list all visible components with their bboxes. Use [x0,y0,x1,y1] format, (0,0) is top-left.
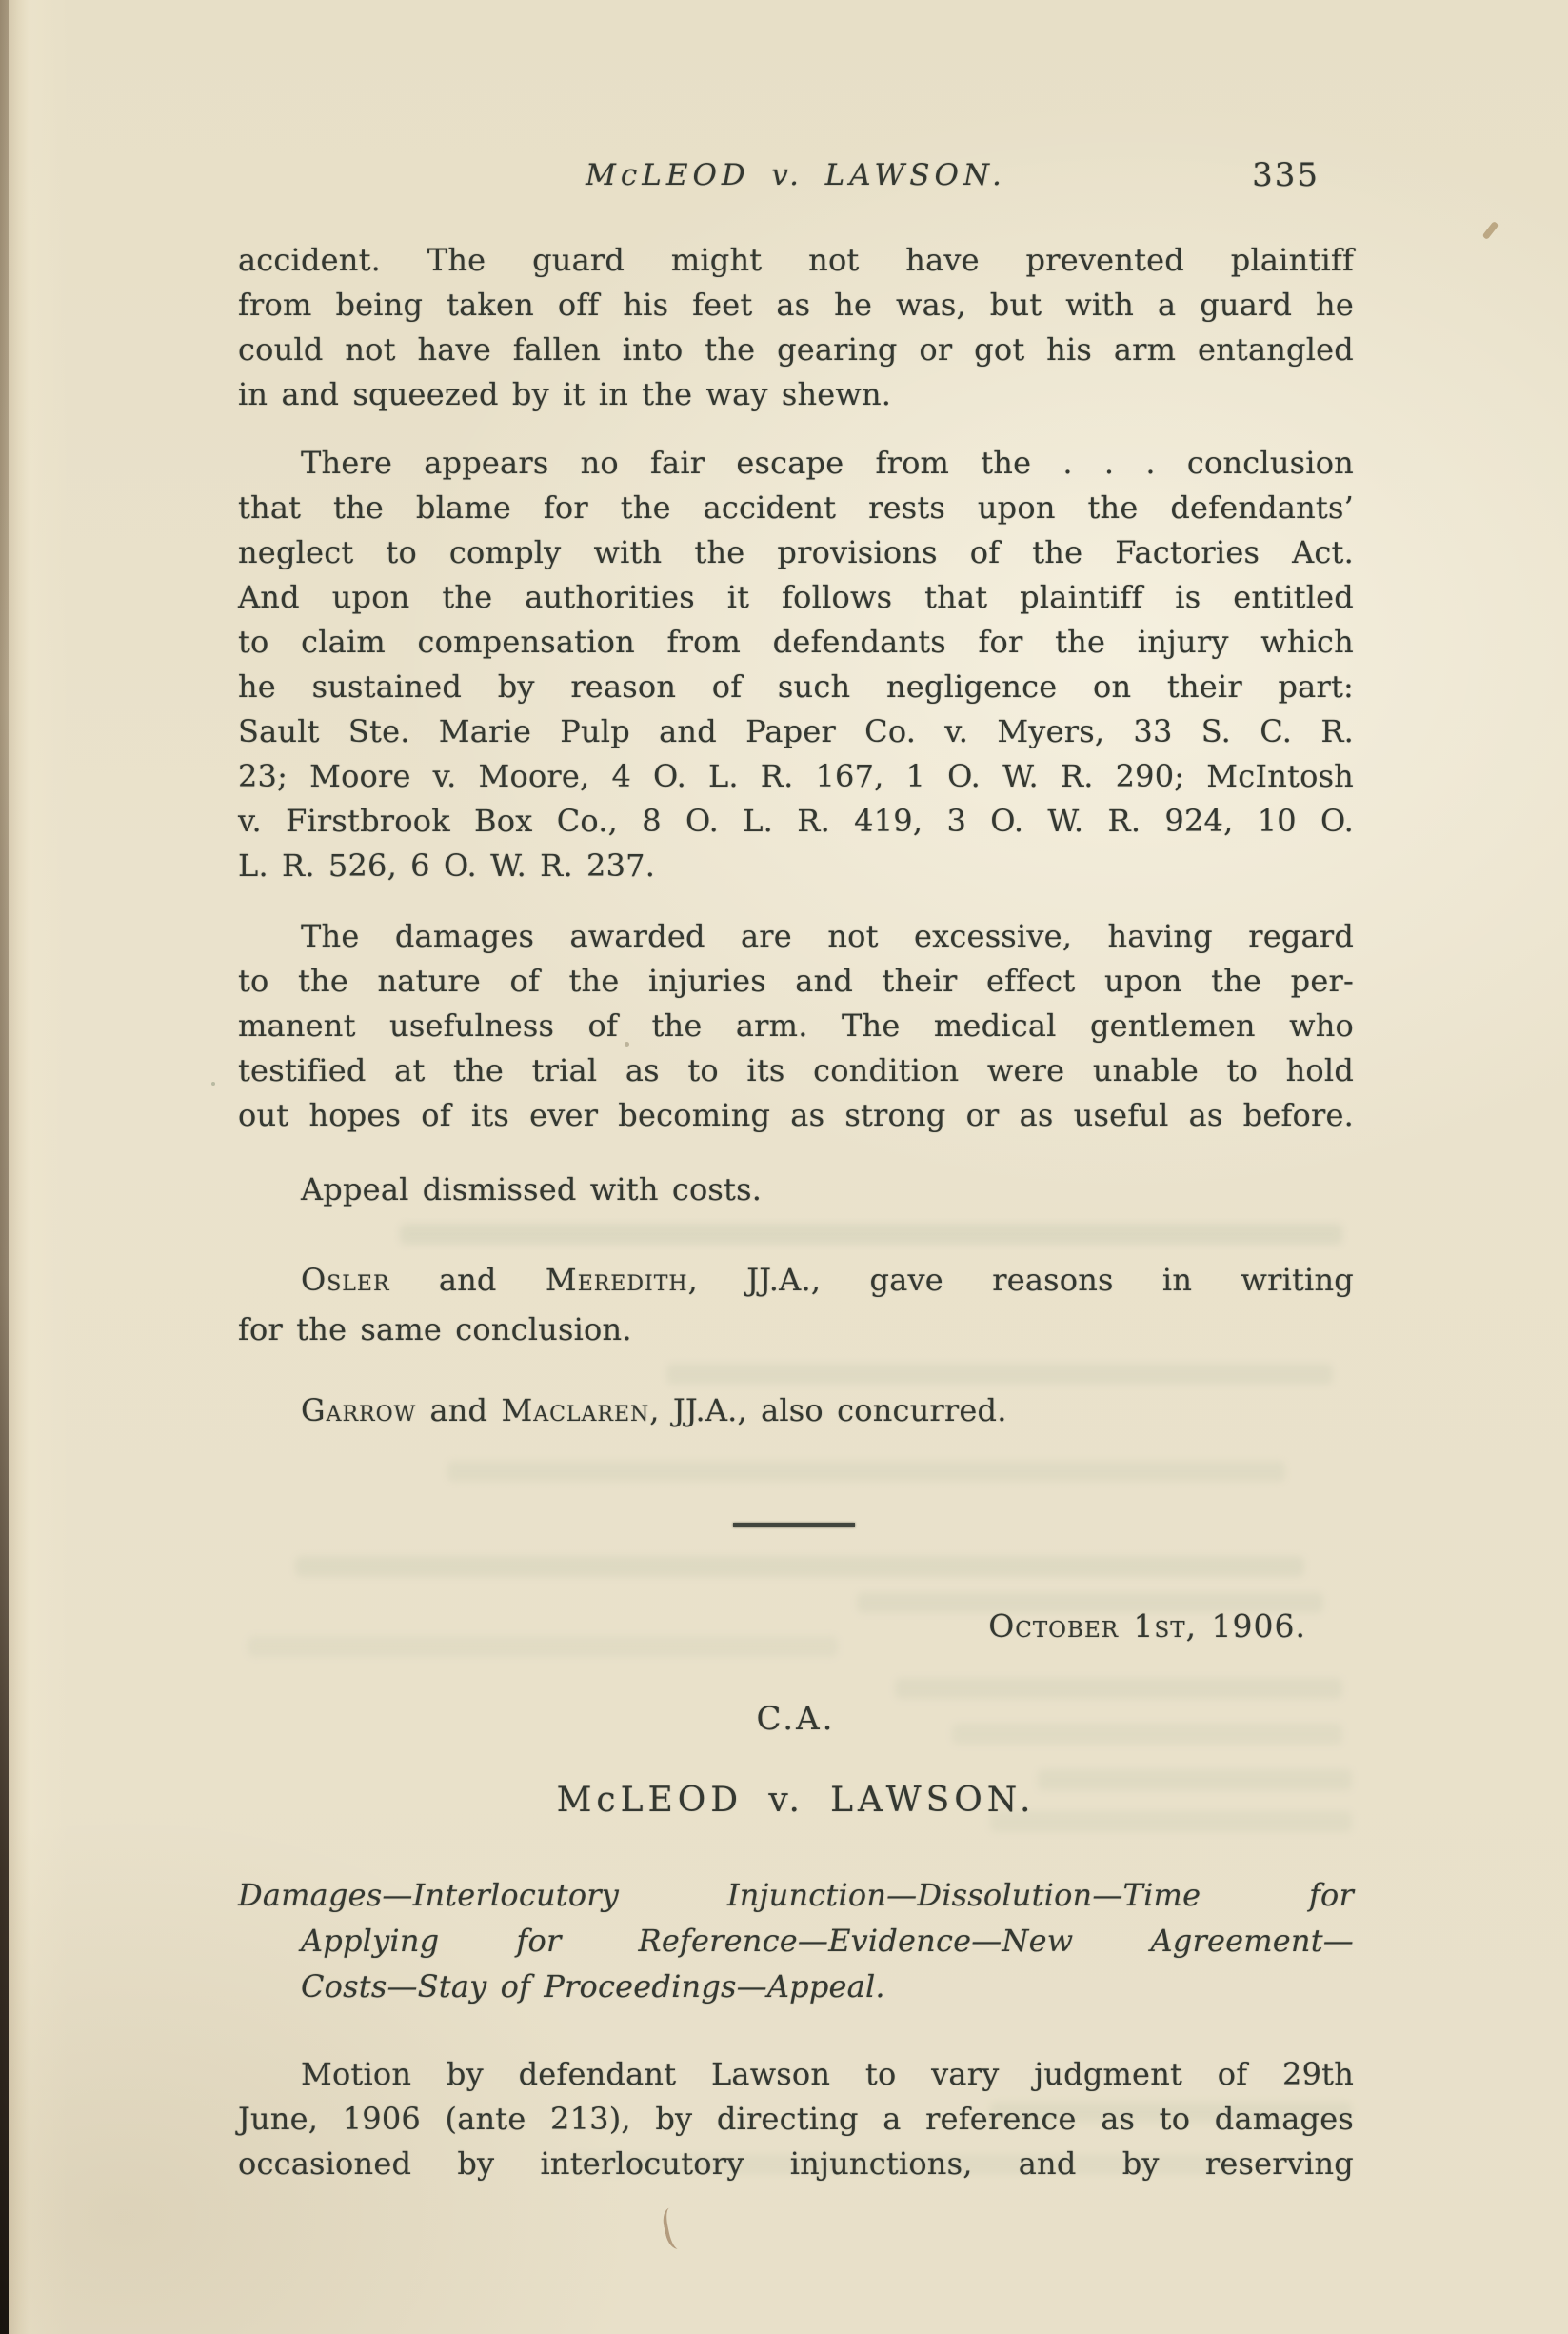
text-line: June, 1906 (ante 213), by directing a reference as to damages [238,2101,1354,2137]
paper-fleck [1482,221,1499,240]
text-line: could not have fallen into the gearing or got his arm entangled [238,331,1354,368]
text-line: The damages awarded are not excessive, having regard [301,918,1354,954]
court-label: C.A. [756,1700,836,1738]
text-line: Damages—Interlocutory Injunction—Dissolution—Time for [238,1877,1354,1913]
text-span: and [389,1262,546,1298]
running-header: McLEOD v. LAWSON. [586,158,1006,192]
page-number: 335 [1252,156,1320,194]
section-divider [733,1523,855,1527]
body-paragraph [238,441,1354,888]
text-line: Appeal dismissed with costs. [301,1171,763,1207]
bleedthrough-mark [295,1556,1304,1577]
body-paragraph [238,914,1354,1138]
text-line: neglect to comply with the provisions of the Factories Act. [238,534,1354,570]
text-line [238,1255,1354,1305]
text-line: manent usefulness of the arm. The medical gentlemen who [238,1007,1354,1044]
text-line [238,1388,1354,1433]
bleedthrough-mark [666,1364,1333,1385]
text-line: L. R. 526, 6 O. W. R. 237. [238,848,656,884]
headnote [238,1872,1354,2009]
bleedthrough-mark [400,1224,1342,1245]
text-line: Motion by defendant Lawson to vary judgment of 29th [301,2056,1354,2092]
bleedthrough-mark [895,1678,1342,1699]
judges-note [238,1255,1354,1354]
judge-name: Garrow [301,1392,417,1428]
judge-name: Maclaren [501,1392,650,1428]
text-line: accident. The guard might not have prevented plaintiff [238,242,1354,278]
judge-name: Meredith [545,1262,688,1298]
judges-note [238,1388,1354,1433]
text-line: There appears no fair escape from the . . . conclusion [301,445,1354,481]
text-line: that the blame for the accident rests upon the defendants’ [238,489,1354,526]
stray-ink-mark [661,2205,688,2250]
text-line: from being taken off his feet as he was, but with a guard he [238,287,1354,323]
text-line: to the nature of the injuries and their effect upon the per- [238,963,1354,999]
body-paragraph [238,238,1354,417]
page-binding-edge [0,0,9,2334]
text-line: Sault Ste. Marie Pulp and Paper Co. v. Myers, 33 S. C. R. [238,713,1354,749]
bleedthrough-mark [447,1461,1285,1482]
text-line: v. Firstbrook Box Co., 8 O. L. R. 419, 3 O. W. R. 924, 10 O. [238,803,1354,839]
paper-speck [211,1082,215,1086]
text-line: for the same conclusion. [238,1311,632,1347]
judge-name: Osler [301,1262,390,1298]
text-line: he sustained by reason of such negligence on their part: [238,668,1354,705]
text-line: occasioned by interlocutory injunctions, and by reserving [238,2145,1354,2182]
case-paragraph [238,2052,1354,2186]
text-line: Costs—Stay of Proceedings—Appeal. [301,1968,885,2005]
text-span: and [416,1392,502,1428]
text-line: to claim compensation from defendants for the injury which [238,624,1354,660]
text-line: in and squeezed by it in the way shewn. [238,376,892,412]
case-date: October 1st, 1906. [988,1607,1306,1645]
text-line: 23; Moore v. Moore, 4 O. L. R. 167, 1 O. W. R. 290; McIntosh [238,758,1354,794]
text-span: , JJ.A., also concurred. [649,1392,1007,1428]
text-line: Applying for Reference—Evidence—New Agreement— [301,1923,1354,1959]
case-disposition [238,1167,1354,1212]
text-line: testified at the trial as to its condition were unable to hold [238,1052,1354,1088]
case-title: McLEOD v. LAWSON. [556,1781,1036,1820]
text-line: And upon the authorities it follows that plaintiff is entitled [238,579,1354,615]
page-header [238,158,1354,206]
text-line: out hopes of its ever becoming as strong or as useful as before. [238,1097,1354,1133]
text-span: , JJ.A., gave reasons in writing [687,1262,1354,1298]
